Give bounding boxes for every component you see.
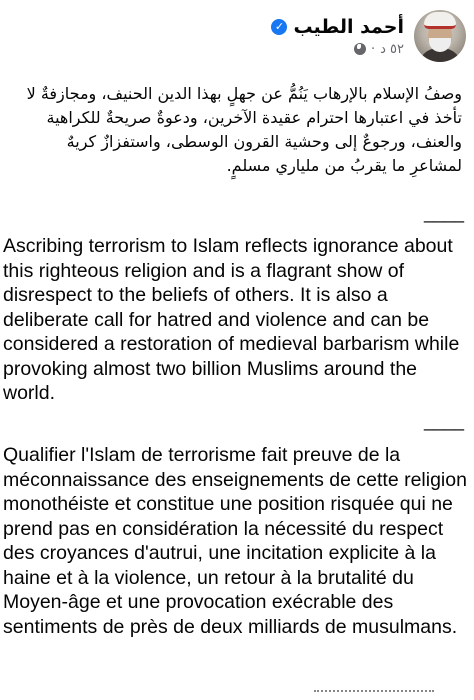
author-name[interactable]: أحمد الطيب [293,15,404,38]
post-meta [354,42,404,57]
separator-line: ____ [424,411,465,431]
globe-icon[interactable] [354,43,366,55]
author-name-row [271,16,404,38]
separator-line: ____ [424,203,465,223]
author-info [271,16,404,57]
post-text-arabic: وصفُ الإسلام بالإرهاب يَنُمُّ عن جهلٍ بهذا الدين الحنيف، ومجازفةٌ لا تأخذ في اعتبارها احترام عقيدة الآخرين، ودعوةٌ صريحةٌ للكراهية والعنف، ورجوعٌ إلى وحشية القرون الوسطى، واستفزازٌ كريهٌ لمشاعرِ ما يقربُ من ملياري مسلمٍ. [26,84,462,175]
meta-separator: · [370,41,376,57]
post-header [271,8,466,64]
post-text-english: Ascribing terrorism to Islam reflects ignorance about this righteous religion and is a flagrant show of disrespect to the beliefs of others. It is also a deliberate call for hatred and violence and can be considered a restoration of medieval barbarism while provoking almost two billion Muslims around the world. [3,235,460,404]
post-text-french: Qualifier l'Islam de terrorisme fait preuve de la méconnaissance des enseignements de cette religion monothéiste et constitue une position risquée qui ne prend pas en considération la nécessité du respect des croyances d'autrui, une incitation explicite à la haine et à la violence, un retour à la brutalité du Moyen-âge et une provocation exécrable des sentiments de près de deux milliards de musulmans. [3,444,467,638]
verified-badge-icon: ✓ [271,19,287,35]
post-timestamp[interactable]: ٥٢ د [380,41,404,57]
author-avatar[interactable] [414,10,466,62]
truncated-content [314,690,434,698]
